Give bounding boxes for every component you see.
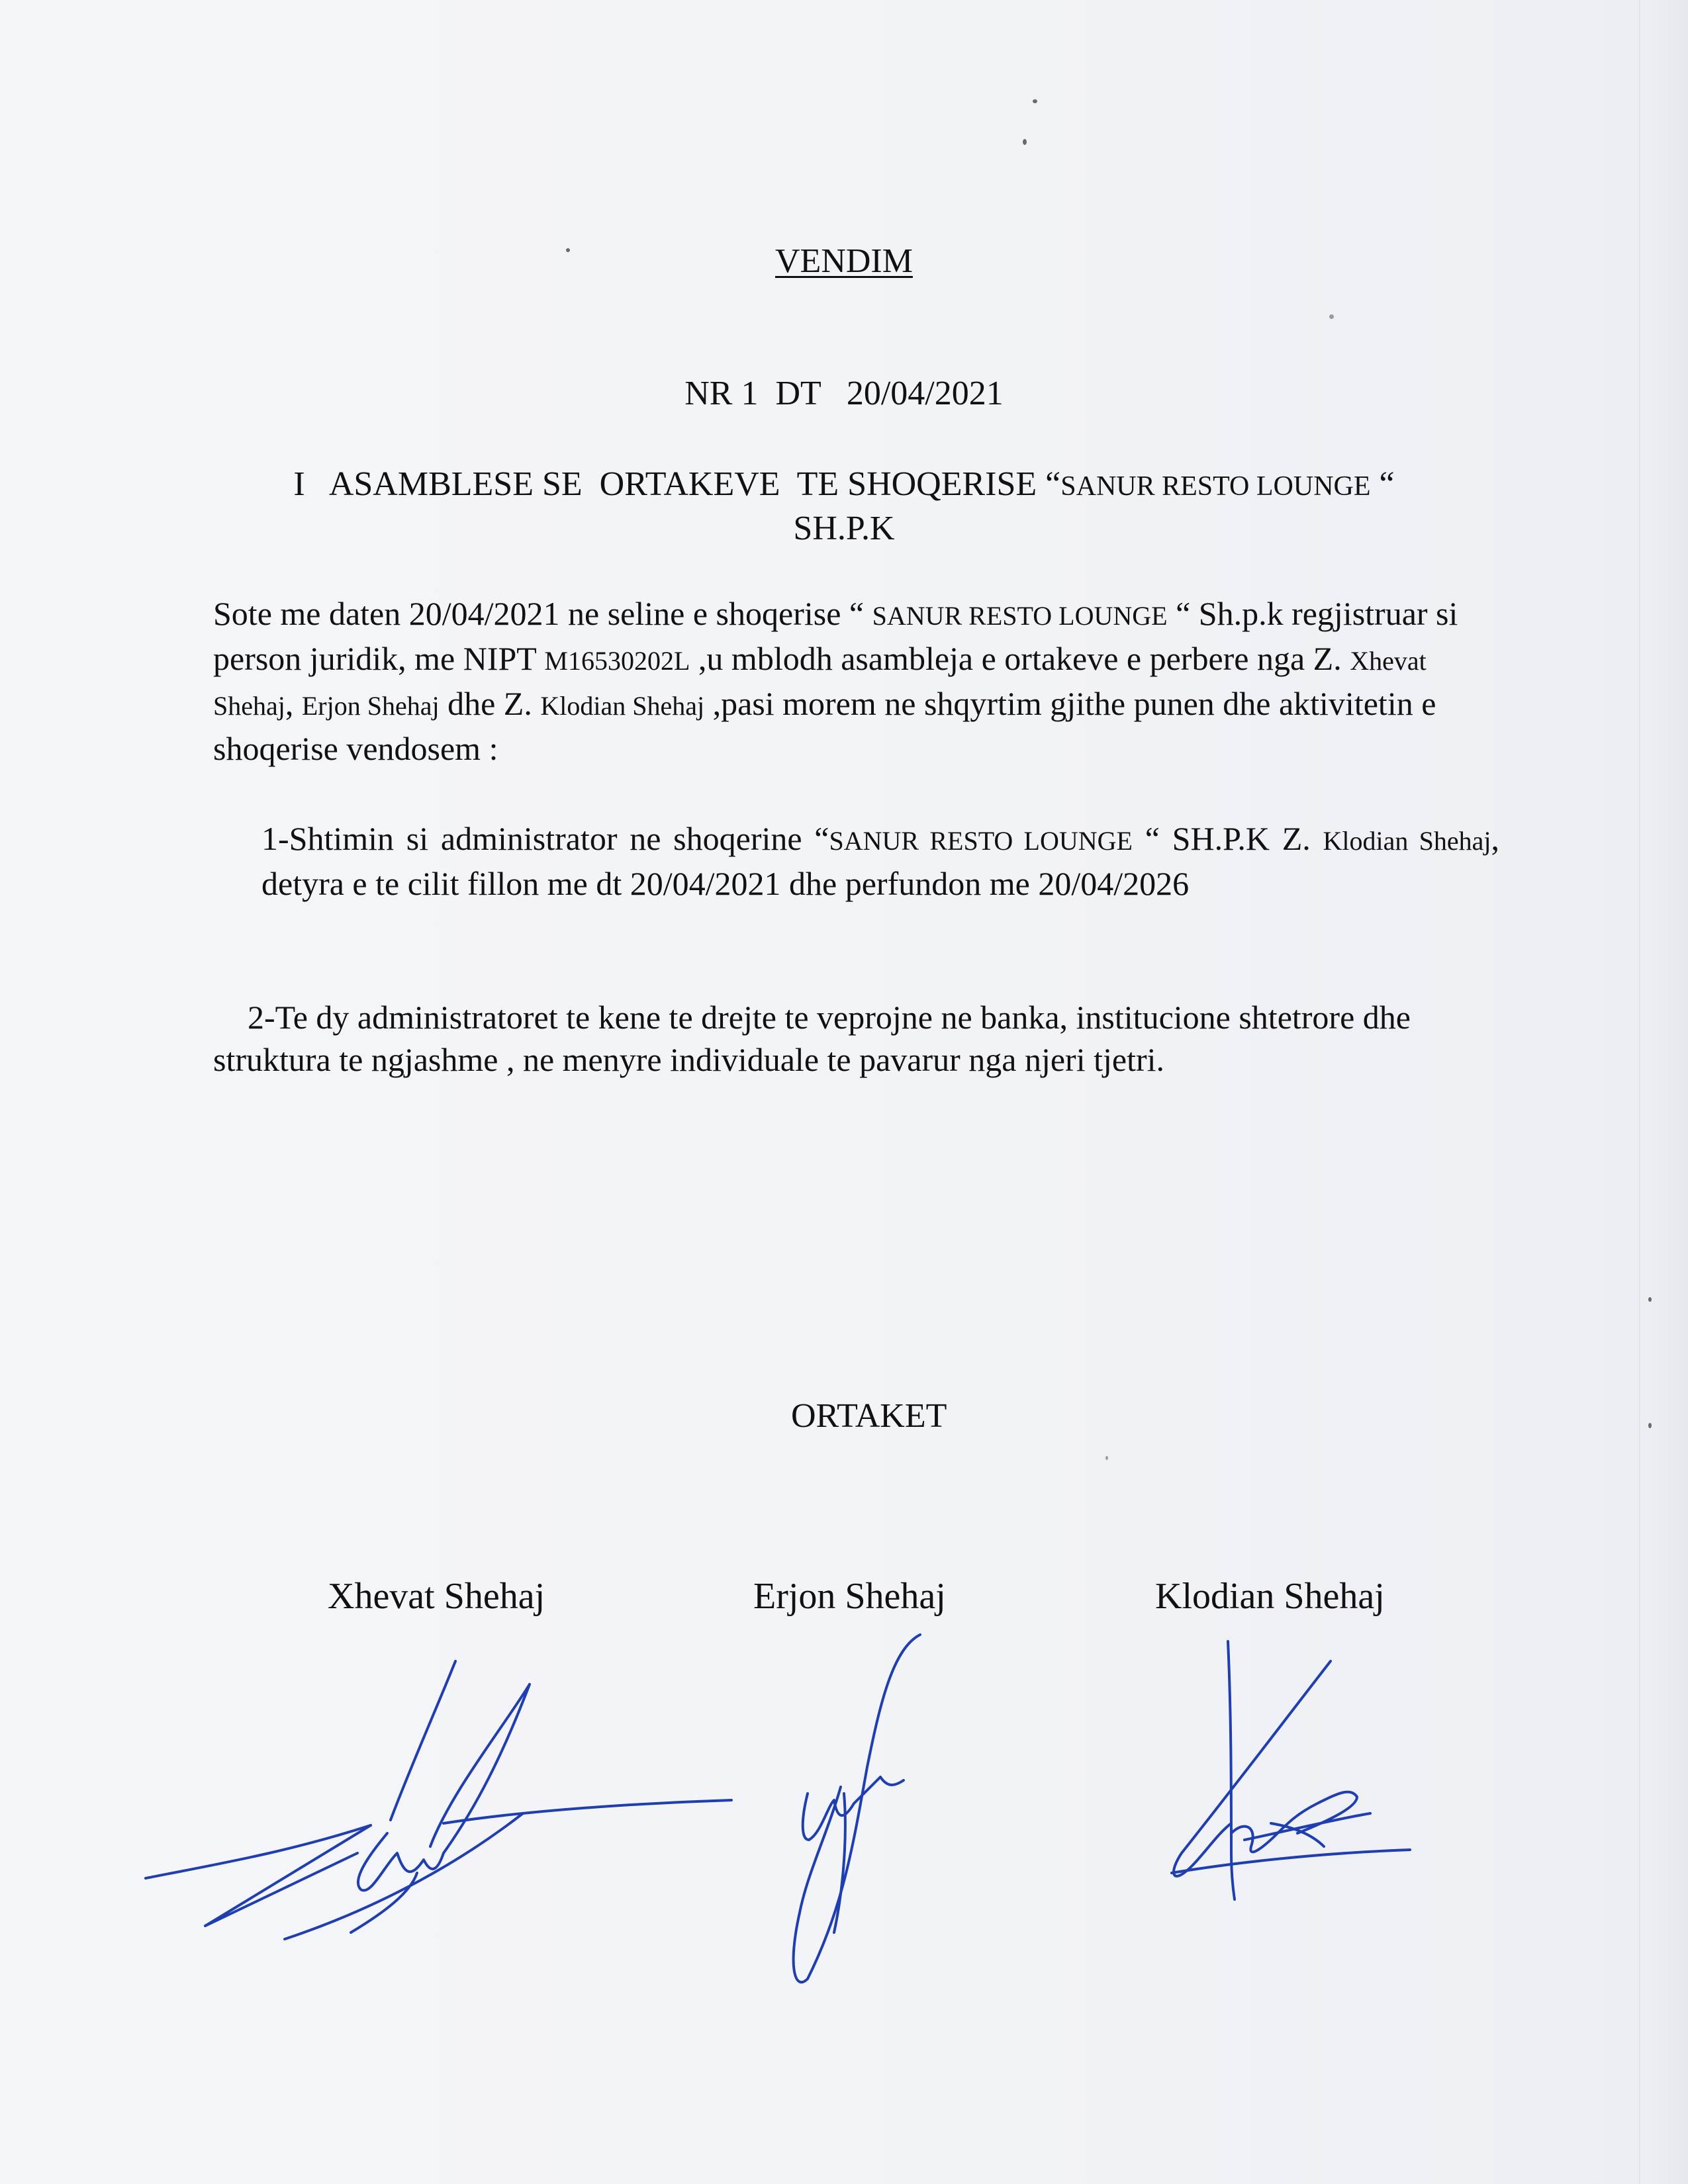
signature-klodian bbox=[1132, 1635, 1417, 1913]
partner-name: Erjon Shehaj bbox=[301, 691, 440, 721]
decision-item-2: 2-Te dy administratoret te kene te drejte te veprojne ne banka, institucione shtetrore dhe struktura te ngjashme , ne menyre individuale te pavarur nga njeri tjetri. bbox=[213, 999, 1411, 1078]
signature-erjon bbox=[781, 1621, 940, 1999]
assembly-title bbox=[0, 463, 1688, 550]
scan-speck bbox=[1023, 139, 1027, 145]
intro-text: ,pasi morem ne shqyrtim gjithe punen dhe aktivitetin e shoqerise vendosem : bbox=[213, 685, 1436, 767]
item-text: “ SH.P.K Z. bbox=[1132, 820, 1323, 857]
intro-text: , bbox=[285, 685, 302, 722]
company-name: SANUR RESTO LOUNGE bbox=[872, 601, 1168, 631]
scan-speck bbox=[1648, 1423, 1652, 1428]
assembly-title-line-1 bbox=[0, 463, 1688, 508]
assembly-title-line-2: SH.P.K bbox=[793, 510, 895, 547]
signature-xhevat bbox=[132, 1655, 748, 1959]
nipt-number: M16530202L bbox=[544, 646, 690, 676]
scan-speck bbox=[1105, 1456, 1108, 1460]
intro-text: dhe Z. bbox=[439, 685, 541, 722]
partners-heading: ORTAKET bbox=[791, 1397, 947, 1435]
signer-name-klodian: Klodian Shehaj bbox=[1155, 1576, 1385, 1617]
assembly-title-prefix: I ASAMBLESE SE ORTAKEVE TE SHOQERISE “ bbox=[293, 465, 1061, 503]
signer-name-xhevat: Xhevat Shehaj bbox=[328, 1576, 545, 1617]
scan-speck bbox=[1648, 1297, 1652, 1302]
scan-speck bbox=[1329, 314, 1334, 319]
item-text: , detyra e te cilit fillon me dt 20/04/2021 dhe perfundon me 20/04/2026 bbox=[261, 820, 1500, 902]
partner-name: Xhevat Shehaj bbox=[213, 646, 1427, 721]
company-name: SANUR RESTO LOUNGE bbox=[829, 826, 1133, 856]
intro-paragraph bbox=[213, 592, 1497, 770]
decision-item-1 bbox=[261, 817, 1499, 905]
administrator-name: Klodian Shehaj bbox=[1323, 826, 1491, 856]
scan-speck bbox=[1033, 99, 1037, 103]
document-heading bbox=[0, 242, 1688, 281]
decision-number-date: NR 1 DT 20/04/2021 bbox=[684, 375, 1004, 412]
intro-text: Sote me daten 20/04/2021 ne seline e shoqerise “ bbox=[213, 595, 872, 632]
signer-name-erjon: Erjon Shehaj bbox=[753, 1576, 946, 1617]
intro-text: ,u mblodh asambleja e ortakeve e perbere nga Z. bbox=[690, 640, 1350, 677]
scan-edge-shadow bbox=[1639, 0, 1688, 2184]
assembly-title-suffix: “ bbox=[1370, 465, 1395, 503]
heading-text: VENDIM bbox=[775, 242, 913, 280]
partner-name: Klodian Shehaj bbox=[540, 691, 705, 721]
item-text: 1-Shtimin si administrator ne shoqerine “ bbox=[261, 820, 829, 857]
company-name: SANUR RESTO LOUNGE bbox=[1060, 471, 1371, 502]
intro-text: “ Sh.p.k regjistruar si person juridik, me NIPT bbox=[213, 595, 1458, 677]
